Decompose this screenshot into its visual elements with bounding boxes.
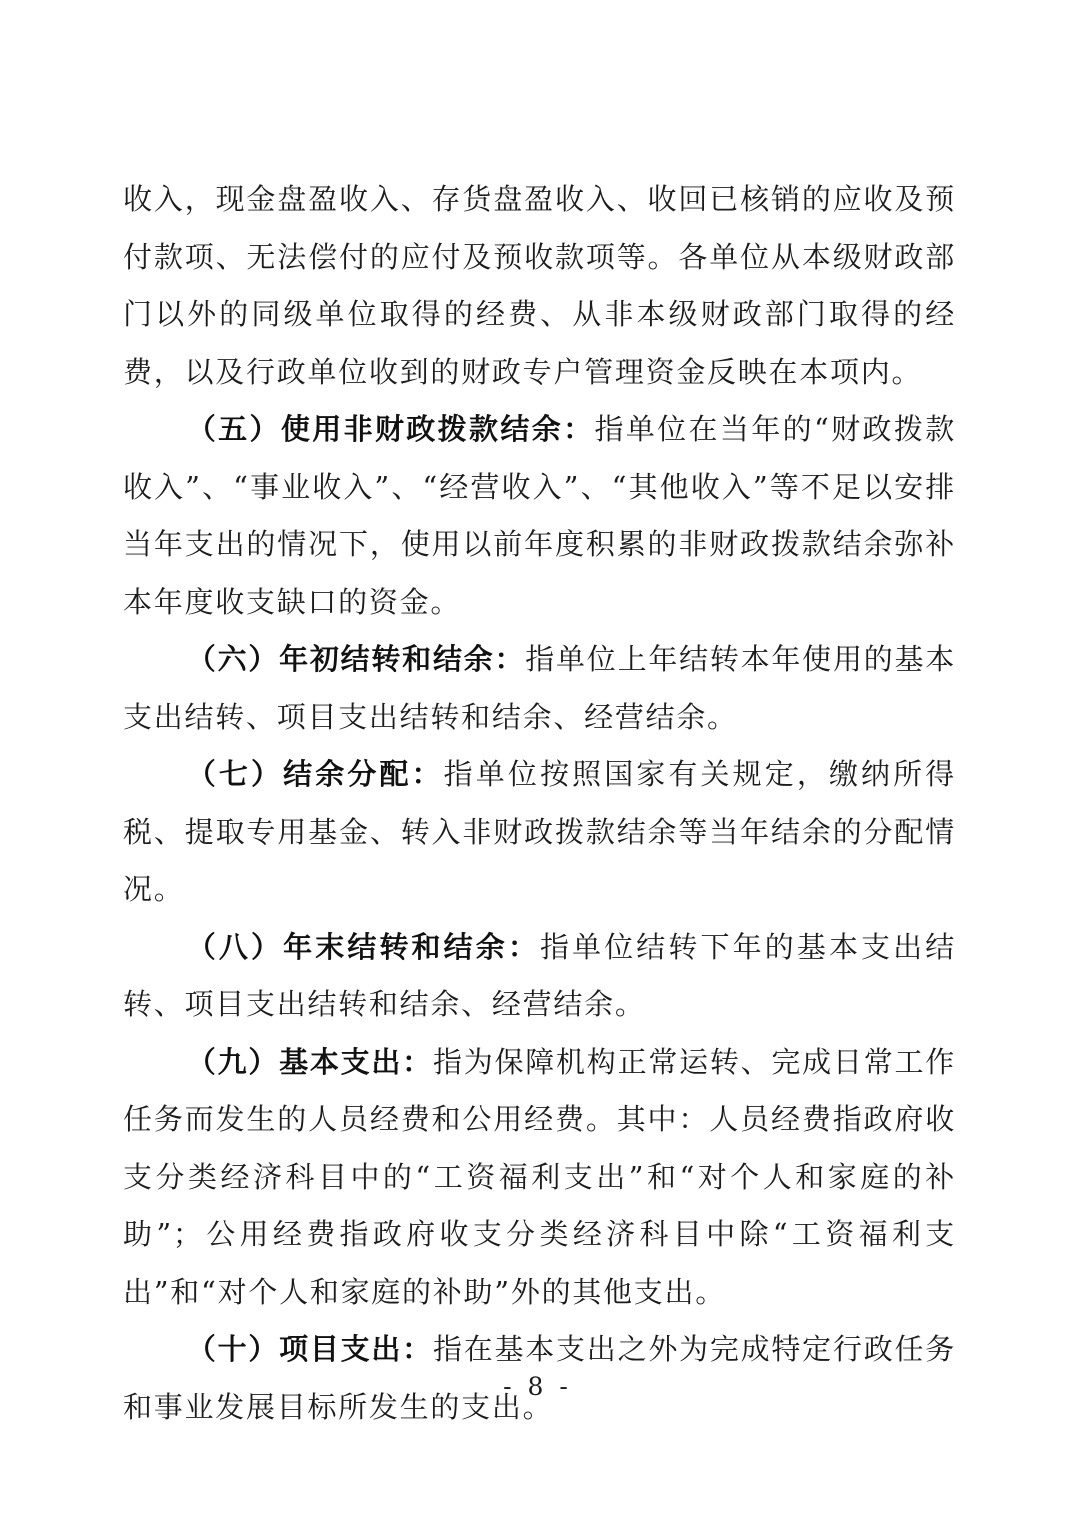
document-body — [123, 171, 956, 1436]
paragraph-text: 收入，现金盘盈收入、存货盘盈收入、收回已核销的应收及预付款项、无法偿付的应付及预收款项等。各单位从本级财政部门以外的同级单位取得的经费、从非本级财政部门取得的经费，以及行政单位收到的财政专户管理资金反映在本项内。 — [123, 182, 956, 389]
paragraph-text: 指在基本支出之外为完成特定行政任务和事业发展目标所发生的支出。 — [123, 1332, 956, 1424]
section-heading: （八）年末结转和结余： — [186, 929, 540, 964]
paragraph-section-9 — [123, 1034, 956, 1322]
paragraph-text: 指单位按照国家有关规定，缴纳所得税、提取专用基金、转入非财政拨款结余等当年结余的分配情况。 — [123, 757, 956, 906]
section-heading: （六）年初结转和结余： — [186, 642, 526, 676]
paragraph-text: 指单位上年结转本年使用的基本支出结转、项目支出结转和结余、经营结余。 — [123, 642, 956, 734]
paragraph-section-7 — [123, 746, 956, 919]
paragraph-section-8 — [123, 919, 956, 1034]
paragraph-text: 指单位结转下年的基本支出结转、项目支出结转和结余、经营结余。 — [123, 929, 957, 1021]
section-heading: （五）使用非财政拨款结余： — [186, 412, 595, 446]
page-number: - 8 - — [503, 1372, 572, 1401]
section-heading: （九）基本支出： — [186, 1044, 433, 1079]
paragraph-continuation — [123, 171, 956, 401]
paragraph-section-5 — [123, 401, 956, 631]
section-heading: （十）项目支出： — [186, 1332, 433, 1366]
paragraph-section-6 — [123, 631, 956, 746]
paragraph-text: 指单位在当年的“财政拨款收入”、“事业收入”、“经营收入”、“其他收入”等不足以安排当年支出的情况下，使用以前年度积累的非财政拨款结余弥补本年度收支缺口的资金。 — [123, 412, 956, 619]
section-heading: （七）结余分配： — [186, 757, 444, 791]
paragraph-text: 指为保障机构正常运转、完成日常工作任务而发生的人员经费和公用经费。其中：人员经费指政府收支分类经济科目中的“工资福利支出”和“对个人和家庭的补助”；公用经费指政府收支分类经济科目中除“工资福利支出”和“对个人和家庭的补助”外的其他支出。 — [123, 1044, 956, 1309]
